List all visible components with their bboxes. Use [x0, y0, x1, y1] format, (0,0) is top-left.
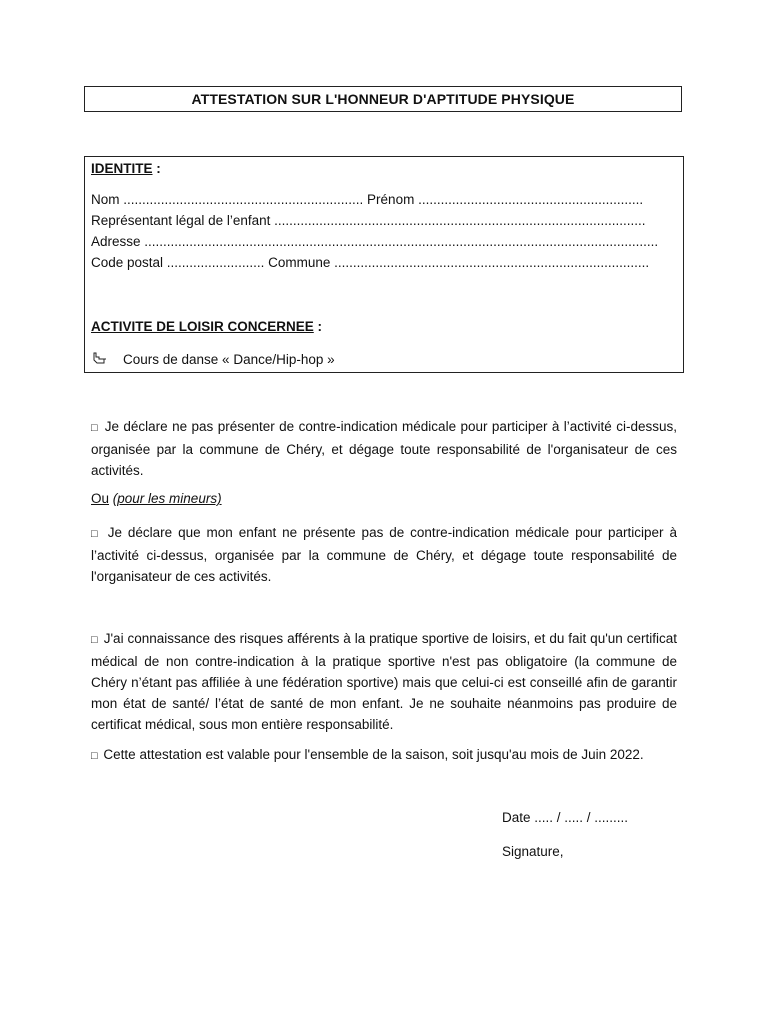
pointing-hand-icon	[93, 351, 109, 368]
declaration-child	[91, 522, 677, 587]
identity-heading-suffix: :	[152, 161, 161, 176]
document-title	[84, 86, 682, 112]
or-minors-label	[91, 491, 222, 506]
declaration-risks	[91, 628, 677, 735]
address-field-line: Adresse .........................................................................................................................................	[91, 234, 659, 249]
checkbox-icon[interactable]: □	[91, 422, 99, 434]
document-title-text: ATTESTATION SUR L'HONNEUR D'APTITUDE PHYSIQUE	[191, 91, 575, 107]
checkbox-icon[interactable]: □	[91, 634, 98, 646]
legal-representative-field-line: Représentant légal de l’enfant ...................................................................................................	[91, 213, 646, 228]
checkbox-icon[interactable]: □	[91, 750, 98, 762]
activity-heading-text: ACTIVITE DE LOISIR CONCERNEE	[91, 319, 314, 334]
or-note: (pour les mineurs)	[112, 491, 222, 506]
declaration-child-text: Je déclare que mon enfant ne présente pas de contre-indication médicale pour participer à l’activité ci-dessus, organisée par la commune de Chéry, et dégage toute responsabilité de l'organisateur de ces activités.	[91, 525, 677, 584]
name-field-line: Nom ................................................................ Prénom ............................................................	[91, 192, 644, 207]
activity-heading-suffix: :	[313, 319, 323, 334]
declaration-validity-text: Cette attestation est valable pour l'ensemble de la saison, soit jusqu'au mois de Juin 2022.	[103, 747, 644, 762]
identity-heading	[91, 161, 677, 176]
declaration-self-text: Je déclare ne pas présenter de contre-indication médicale pour participer à l’activité ci-dessus, organisée par la commune de Chéry, et dégage toute responsabilité de l'organisateur de ces activités.	[91, 419, 677, 478]
checkbox-icon[interactable]: □	[91, 528, 100, 540]
declaration-validity	[91, 744, 677, 767]
identity-section	[84, 156, 684, 373]
activity-heading	[91, 319, 677, 334]
declaration-risks-text: J'ai connaissance des risques afférents à la pratique sportive de loisirs, et du fait qu'un certificat médical de non contre-indication à la pratique sportive n'est pas obligatoire (la commune de Chéry n’étant pas affiliée à une fédération sportive) mais que celui-ci est conseillé afin de garantir mon état de santé/ l’état de santé de mon enfant. Je ne souhaite néanmoins pas produire de certificat médical, sous mon entière responsabilité.	[91, 631, 677, 732]
activity-item	[91, 351, 677, 368]
identity-heading-text: IDENTITE	[91, 161, 153, 176]
or-label: Ou	[91, 491, 110, 506]
date-field-line: Date ..... / ..... / .........	[502, 810, 629, 825]
declaration-self	[91, 416, 677, 481]
signature-label: Signature,	[502, 844, 564, 859]
postal-code-commune-field-line: Code postal .......................... Commune ....................................................................................	[91, 255, 650, 270]
activity-item-text: Cours de danse « Dance/Hip-hop »	[123, 352, 335, 367]
